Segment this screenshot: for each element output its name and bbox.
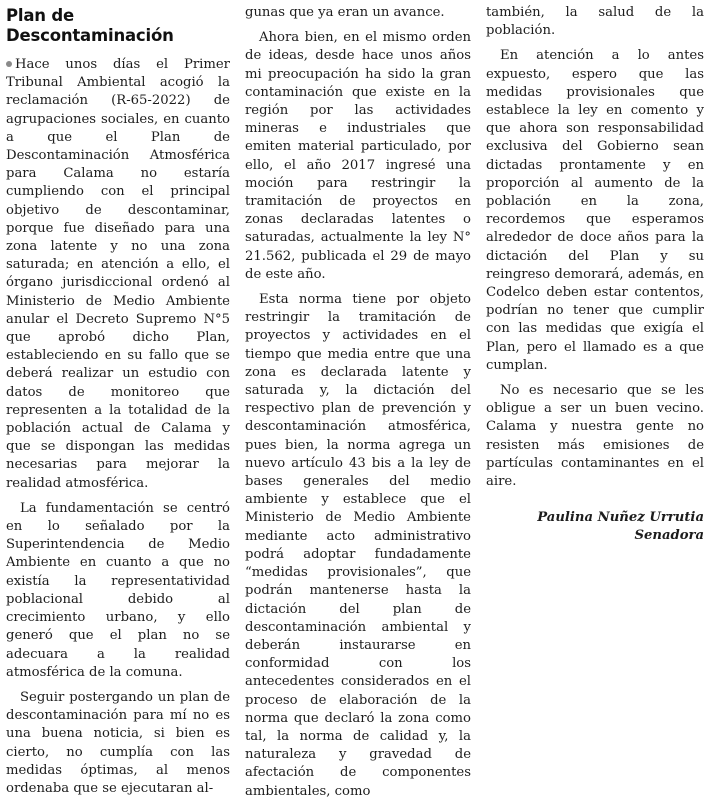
paragraph-7: también, la salud de la población. <box>486 5 704 39</box>
bullet-icon <box>6 61 12 67</box>
author-name: Paulina Nuñez Urrutia <box>537 510 704 526</box>
column-3 <box>486 4 704 546</box>
paragraph-4: gunas que ya eran un avance. <box>245 5 445 20</box>
signature <box>486 509 704 545</box>
paragraph-1-text: Hace unos días el Primer Tribunal Ambiental acogió la reclamación (R-65-2022) de agrupaciones sociales, en cuanto a que el Plan de Descontaminación Atmosférica para Calama no estaría cumpliendo con el principal objetivo de descontaminar, porque fue diseñado para una zona latente y no una zona saturada; en atención a ello, el órgano jurisdiccional ordenó al Ministerio de Medio Ambiente anular el Decreto Supremo N°5 que aprobó dicho Plan, estableciendo en su fallo que se deberá realizar un estudio con datos de monitoreo que representen a la totalidad de la población actual de Calama y que se dispongan las medidas necesarias para mejorar la realidad atmosférica. <box>6 57 230 491</box>
paragraph-1 <box>6 56 230 493</box>
author-role: Senadora <box>634 528 704 544</box>
paragraph-2: La fundamentación se centró en lo señalado por la Superintendencia de Medio Ambiente en cuanto a que no existía la representatividad poblacional debido al crecimiento urbano, y ello generó que el plan no se adecuara a la realidad atmosférica de la comuna. <box>6 500 230 680</box>
column-2 <box>245 4 471 808</box>
article-title: Plan de Descontaminación <box>6 6 174 45</box>
paragraph-3: Seguir postergando un plan de descontaminación para mí no es una buena noticia, si bien es cierto, no cumplía con las medidas óptimas, al menos ordenaba que se ejecutaran al- <box>6 689 230 796</box>
paragraph-8: En atención a lo antes expuesto, espero que las medidas provisionales que establece la ley en comento y que ahora son responsabilidad exclusiva del Gobierno sean dictadas prontamente y en proporción al aumento de la población en la zona, recordemos que esperamos alrededor de doce años para la dictación del Plan y su reingreso demorará, además, en Codelco deben estar contentos, podrían no tener que cumplir con las medidas que exigía el Plan, pero el llamado es a que cumplan. <box>486 48 704 373</box>
column-1 <box>6 6 230 805</box>
paragraph-5: Ahora bien, en el mismo orden de ideas, desde hace unos años mi preocupación ha sido la gran contaminación que existe en la región por las actividades mineras e industriales que emiten material particulado, por ello, el año 2017 ingresé una moción para restringir la tramitación de proyectos en zonas declaradas latentes o saturadas, actualmente la ley N° 21.562, publicada el 29 de mayo de este año. <box>245 30 471 282</box>
paragraph-9: No es necesario que se les obligue a ser un buen vecino. Calama y nuestra gente no resisten más emisiones de partículas contaminantes en el aire. <box>486 383 704 490</box>
paragraph-6: Esta norma tiene por objeto restringir la tramitación de proyectos y actividades en el tiempo que media entre que una zona es declarada latente y saturada y, la dictación del respectivo plan de prevención y descontaminación atmosférica, pues bien, la norma agrega un nuevo artículo 43 bis a la ley de bases generales del medio ambiente y establece que el Ministerio de Medio Ambiente mediante acto administrativo podrá adoptar fundadamente “medidas provisionales”, que podrán mantenerse hasta la dictación del plan de descontaminación ambiental y deberán instaurarse en conformidad con los antecedentes considerados en el proceso de elaboración de la norma que declaró la zona como tal, la norma de calidad y, la naturaleza y gravedad de afectación de componentes ambientales, como <box>245 292 471 799</box>
